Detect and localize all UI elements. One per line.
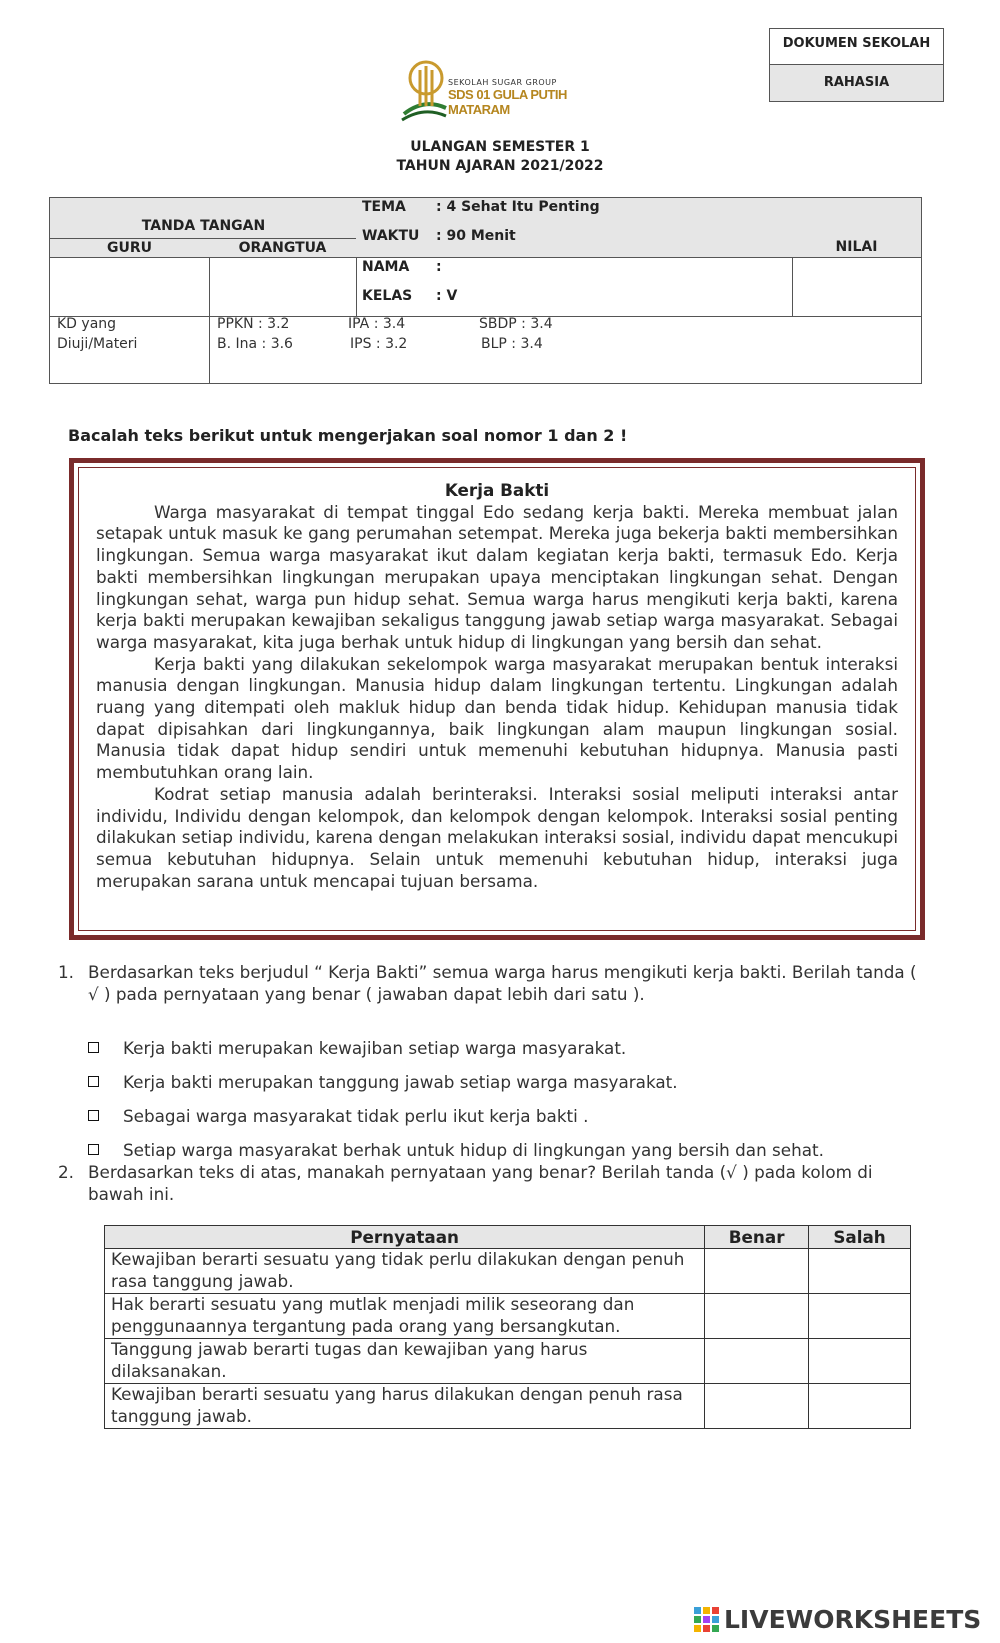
reading-passage xyxy=(96,480,898,892)
kd-bina: B. Ina : 3.6 xyxy=(217,336,293,352)
true-answer-cell[interactable] xyxy=(705,1249,809,1294)
time-label: WAKTU xyxy=(362,228,420,244)
teacher-label: GURU xyxy=(106,240,152,256)
statement-cell: Kewajiban berarti sesuatu yang harus dilakukan dengan penuh rasa tanggung jawab. xyxy=(105,1384,705,1429)
statement-cell: Kewajiban berarti sesuatu yang tidak perlu dilakukan dengan penuh rasa tanggung jawab. xyxy=(105,1249,705,1294)
true-answer-cell[interactable] xyxy=(705,1384,809,1429)
signature-label: TANDA TANGAN xyxy=(141,218,266,234)
passage-paragraph-2: Kerja bakti yang dilakukan sekelompok warga masyarakat merupakan bentuk interaksi manusia dengan lingkungan. Manusia hidup dalam lingkungan tertentu. Lingkungan adalah ruang yang ditempati oleh makluk hidup dan benda tidak hidup. Kehidupan manusia tidak dapat dipisahkan dari lingkungannya, baik lingkungan alam maupun lingkungan sosial. Manusia tidak dapat hidup sendiri untuk memenuhi kebutuhan hidupnya. Manusia pasti membutuhkan orang lain. xyxy=(96,653,898,783)
kd-label-line1: KD yang xyxy=(57,316,117,332)
kd-values-cell xyxy=(209,316,921,383)
kd-sbdp: SBDP : 3.4 xyxy=(479,316,553,332)
class-label: KELAS xyxy=(362,288,413,304)
header-false: Salah xyxy=(809,1226,911,1249)
parent-label: ORANGTUA xyxy=(238,240,327,256)
signature-header xyxy=(50,198,357,240)
question-1-line1: Berdasarkan teks berjudul “ Kerja Bakti” semua warga harus mengikuti kerja bakti. Berilah tanda ( xyxy=(88,962,917,982)
reading-passage-frame xyxy=(69,458,925,940)
question-1 xyxy=(58,962,958,1006)
liveworksheets-logo-icon xyxy=(694,1607,720,1635)
option-1-text: Kerja bakti merupakan kewajiban setiap warga masyarakat. xyxy=(123,1038,627,1058)
statement-table xyxy=(104,1225,911,1429)
statement-cell: Tanggung jawab berarti tugas dan kewajiban yang harus dilaksanakan. xyxy=(105,1339,705,1384)
header-true: Benar xyxy=(705,1226,809,1249)
score-field[interactable] xyxy=(792,257,921,317)
passage-title: Kerja Bakti xyxy=(444,480,550,500)
sugarcane-logo-icon xyxy=(400,58,448,124)
reading-instruction: Bacalah teks berikut untuk mengerjakan soal nomor 1 dan 2 ! xyxy=(68,426,628,445)
name-value[interactable]: : xyxy=(436,259,442,275)
score-header xyxy=(792,198,921,258)
false-answer-cell[interactable] xyxy=(809,1339,911,1384)
passage-paragraph-3: Kodrat setiap manusia adalah berinteraksi. Interaksi sosial meliputi interaksi antar individu, Individu dengan kelompok, dan kelompok dengan kelompok. Interaksi sosial penting dilakukan setiap individu, karena dengan melakukan interaksi sosial, individu dapat mencukupi semua kebutuhan hidupnya. Selain untuk memenuhi kebutuhan hidup, interaksi juga merupakan sarana untuk mencapai tujuan bersama. xyxy=(96,783,898,891)
kd-ppkn: PPKN : 3.2 xyxy=(217,316,290,332)
parent-signature-field[interactable] xyxy=(209,257,357,317)
name-class-block xyxy=(356,257,793,317)
true-answer-cell[interactable] xyxy=(705,1294,809,1339)
passage-paragraph-1: Warga masyarakat di tempat tinggal Edo sedang kerja bakti. Mereka membuat jalan setapak untuk masuk ke gang perumahan setempat. Mereka juga bekerja bakti membersihkan lingkungan. Semua warga masyarakat ikut dalam kegiatan kerja bakti, termasuk Edo. Kerja bakti membersihkan lingkungan merupakan upaya menciptakan lingkungan sehat. Dengan lingkungan sehat, warga pun hidup sehat. Semua warga harus mengikuti kerja bakti, karena kerja bakti merupakan kewajiban sekaligus tanggung jawab setiap warga masyarakat. Sebagai warga masyarakat, kita juga berhak untuk hidup di lingkungan yang bersih dan sehat. xyxy=(96,501,898,652)
time-value: : 90 Menit xyxy=(436,228,516,244)
false-answer-cell[interactable] xyxy=(809,1249,911,1294)
false-answer-cell[interactable] xyxy=(809,1384,911,1429)
option-3-text: Sebagai warga masyarakat tidak perlu ikut kerja bakti . xyxy=(123,1106,589,1126)
question-2-number: 2. xyxy=(58,1162,75,1182)
exam-title: ULANGAN SEMESTER 1 xyxy=(410,139,590,155)
logo-group-name: SEKOLAH SUGAR GROUP xyxy=(448,78,557,87)
parent-header xyxy=(209,238,357,258)
header-statement: Pernyataan xyxy=(105,1226,705,1249)
question-2-line1: Berdasarkan teks di atas, manakah pernyataan yang benar? Berilah tanda (√ ) pada kolom di xyxy=(88,1162,873,1182)
theme-time-block xyxy=(356,198,793,258)
question-2 xyxy=(58,1162,958,1206)
name-label: NAMA xyxy=(362,259,410,275)
table-row xyxy=(105,1339,911,1384)
checkbox-icon[interactable] xyxy=(88,1076,99,1087)
false-answer-cell[interactable] xyxy=(809,1294,911,1339)
school-logo xyxy=(400,58,580,124)
checkbox-icon[interactable] xyxy=(88,1110,99,1121)
option-2-text: Kerja bakti merupakan tanggung jawab setiap warga masyarakat. xyxy=(123,1072,678,1092)
kd-ips: IPS : 3.2 xyxy=(350,336,408,352)
exam-header-table xyxy=(49,197,922,384)
checkbox-icon[interactable] xyxy=(88,1042,99,1053)
kd-label-cell xyxy=(50,316,210,383)
confidential-label: RAHASIA xyxy=(770,65,943,101)
document-stamp xyxy=(769,28,944,102)
question-2-line2: bawah ini. xyxy=(88,1184,175,1204)
document-label: DOKUMEN SEKOLAH xyxy=(770,29,943,65)
teacher-header xyxy=(50,238,210,258)
logo-school-name: SDS 01 GULA PUTIH MATARAM xyxy=(448,87,567,117)
kd-blp: BLP : 3.4 xyxy=(481,336,543,352)
statement-cell: Hak berarti sesuatu yang mutlak menjadi milik seseorang dan penggunaannya tergantung pada orang yang bersangkutan. xyxy=(105,1294,705,1339)
table-row xyxy=(105,1294,911,1339)
class-value: : V xyxy=(436,288,458,304)
theme-label: TEMA xyxy=(362,199,406,215)
question-1-line2: √ ) pada pernyataan yang benar ( jawaban dapat lebih dari satu ). xyxy=(88,984,645,1004)
true-answer-cell[interactable] xyxy=(705,1339,809,1384)
table-row xyxy=(105,1249,911,1294)
liveworksheets-brand: LIVEWORKSHEETS xyxy=(724,1605,982,1634)
exam-year: TAHUN AJARAN 2021/2022 xyxy=(396,158,604,174)
table-row xyxy=(105,1384,911,1429)
kd-label-line2: Diuji/Materi xyxy=(57,336,138,352)
theme-value: : 4 Sehat Itu Penting xyxy=(436,199,600,215)
option-4-text: Setiap warga masyarakat berhak untuk hidup di lingkungan yang bersih dan sehat. xyxy=(123,1140,824,1160)
teacher-signature-field[interactable] xyxy=(50,257,210,317)
table-header-row xyxy=(105,1226,911,1249)
kd-ipa: IPA : 3.4 xyxy=(348,316,406,332)
checkbox-icon[interactable] xyxy=(88,1144,99,1155)
score-label: NILAI xyxy=(835,239,878,255)
question-1-number: 1. xyxy=(58,962,75,982)
